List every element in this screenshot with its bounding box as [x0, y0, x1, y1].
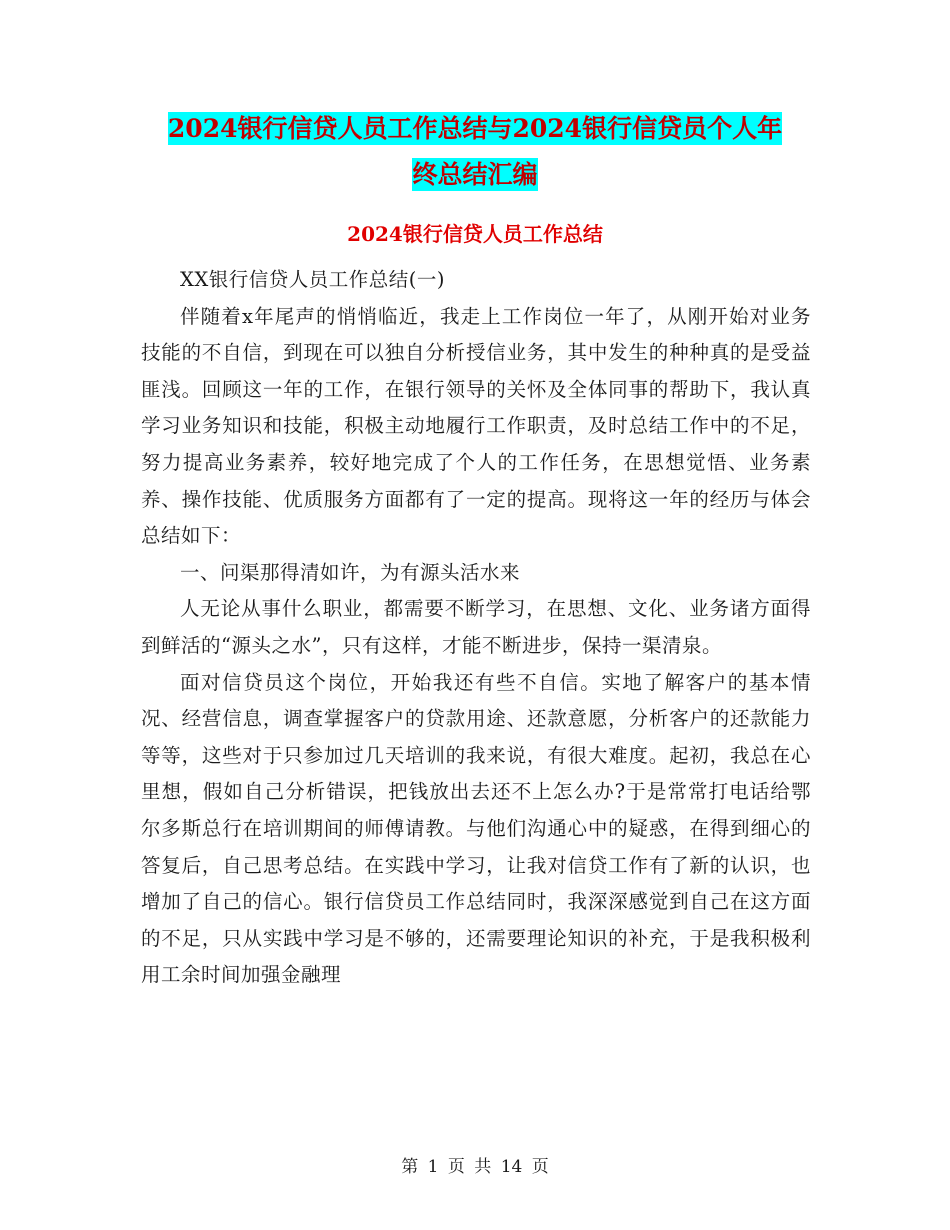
paragraph-experience: 面对信贷员这个岗位，开始我还有些不自信。实地了解客户的基本情况、经营信息，调查掌握客户的贷款用途、还款意愿，分析客户的还款能力等等，这些对于只参加过几天培训的我来说，有很大难度。起初，我总在心里想，假如自己分析错误，把钱放出去还不上怎么办?于是常常打电话给鄂尔多斯总行在培训期间的师傅请教。与他们沟通心中的疑惑，在得到细心的答复后，自己思考总结。在实践中学习，让我对信贷工作有了新的认识，也增加了自己的信心。银行信贷员工作总结同时，我深深感觉到自己在这方面的不足，只从实践中学习是不够的，还需要理论知识的补充，于是我积极利用工余时间加强金融理 [141, 670, 811, 987]
page-number-footer: 第 1 页 共 14 页 [401, 1157, 549, 1177]
document-body [141, 262, 811, 994]
paragraph-learning: 人无论从事什么职业，都需要不断学习，在思想、文化、业务诸方面得到鲜活的“源头之水”，只有这样，才能不断进步，保持一渠清泉。 [141, 597, 811, 657]
paragraph-heading-1: 一、问渠那得清如许，为有源头活水来 [180, 560, 521, 584]
document-title [140, 106, 810, 198]
section-title: 2024银行信贷人员工作总结 [347, 222, 603, 246]
paragraph-subtitle: XX银行信贷人员工作总结(一) [180, 268, 445, 291]
paragraph-intro: 伴随着x年尾声的悄悄临近，我走上工作岗位一年了，从刚开始对业务技能的不自信，到现在可以独自分析授信业务，其中发生的种种真的是受益匪浅。回顾这一年的工作，在银行领导的关怀及全体同事的帮助下，我认真学习业务知识和技能，积极主动地履行工作职责，及时总结工作中的不足，努力提高业务素养，较好地完成了个人的工作任务，在思想觉悟、业务素养、操作技能、优质服务方面都有了一定的提高。现将这一年的经历与体会总结如下： [141, 304, 811, 548]
document-title-line-1: 2024银行信贷人员工作总结与2024银行信贷员个人年 [167, 114, 783, 143]
document-title-line-2: 终总结汇编 [412, 160, 538, 189]
